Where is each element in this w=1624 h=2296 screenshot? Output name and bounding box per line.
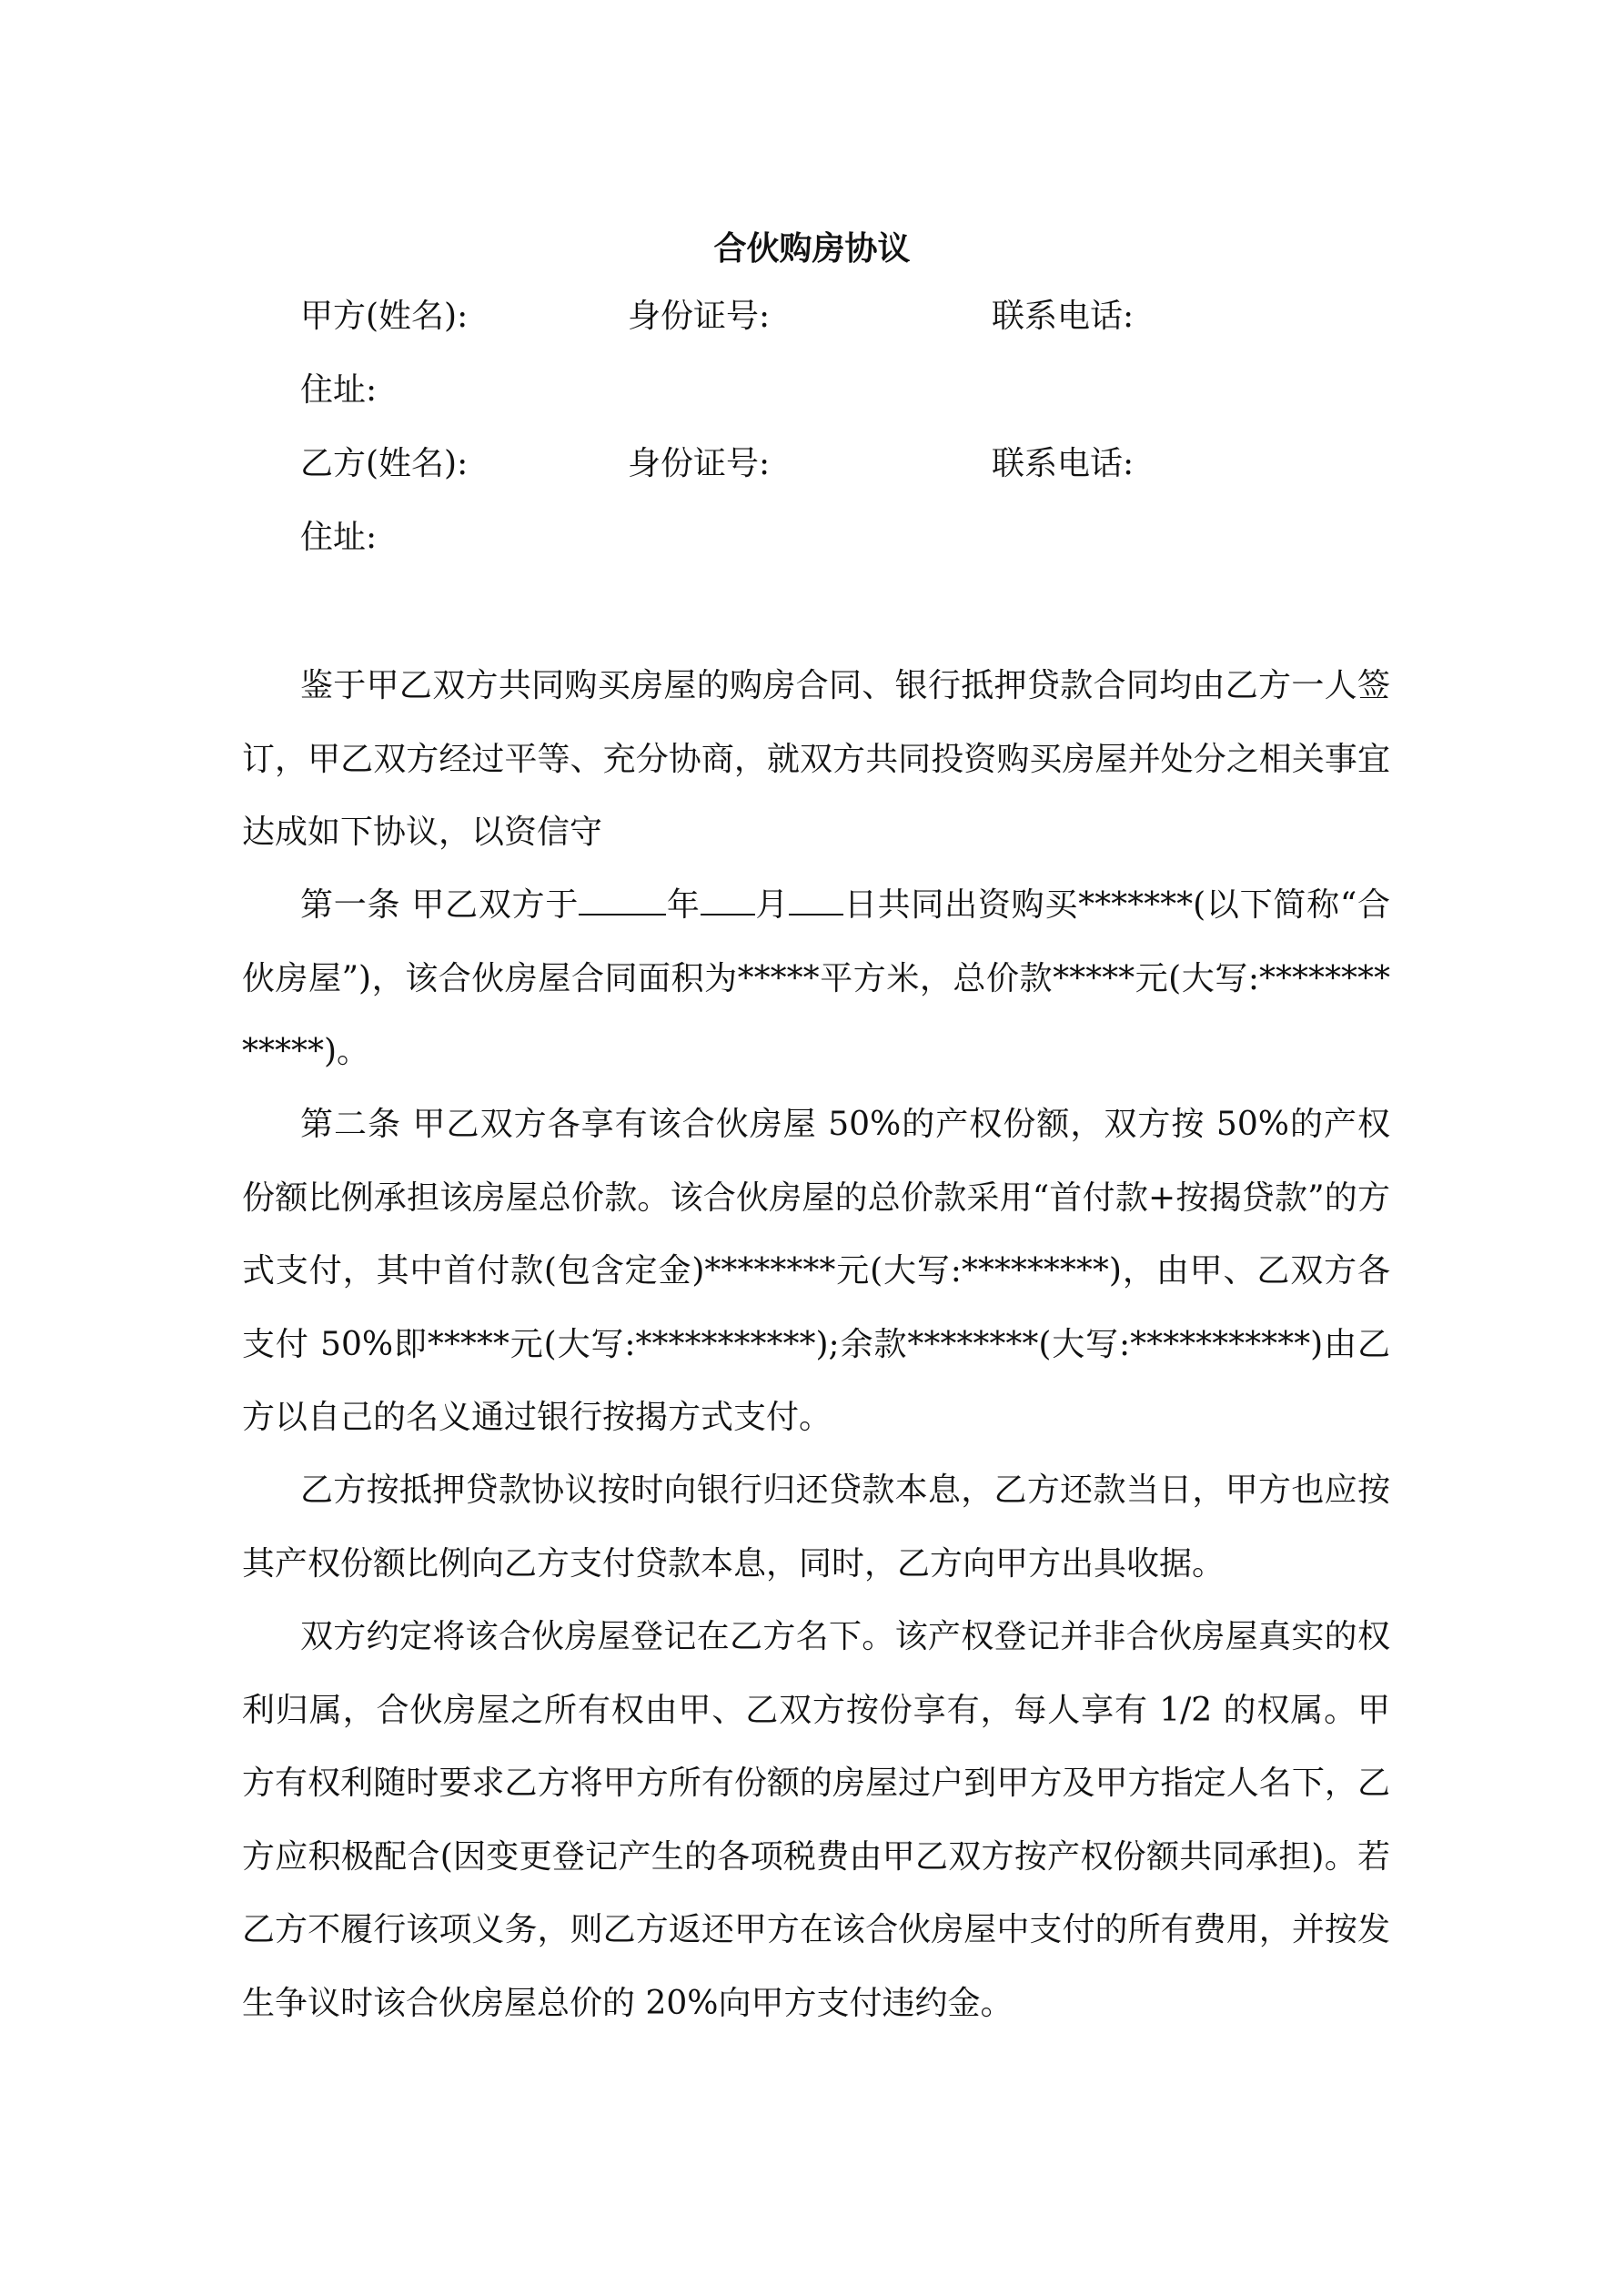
party-a-phone-label: 联系电话:	[992, 298, 1135, 335]
article-1-text-start: 第一条 甲乙双方于	[300, 886, 580, 924]
party-b-address-row	[0, 511, 1624, 565]
party-b-phone-label: 联系电话:	[992, 445, 1135, 482]
loan-repayment-paragraph: 乙方按抵押贷款协议按时向银行归还贷款本息，乙方还款当日，甲方也应按其产权份额比例向乙方支付贷款本息，同时，乙方向甲方出具收据。	[242, 1472, 1390, 1583]
article-2-paragraph: 第二条 甲乙双方各享有该合伙房屋 50%的产权份额，双方按 50%的产权份额比例承担该房屋总价款。该合伙房屋的总价款采用“首付款+按揭贷款”的方式支付，其中首付款(包含定金)********元(大写:*********)，由甲、乙双方各支付 50%即*****元(大写:***********);余款********(大写:***********)由乙方以自己的名义通过银行按揭方式支付。	[242, 1106, 1390, 1436]
registration-paragraph: 双方约定将该合伙房屋登记在乙方名下。该产权登记并非合伙房屋真实的权利归属，合伙房屋之所有权由甲、乙双方按份享有，每人享有 1/2 的权属。甲方有权利随时要求乙方将甲方所有份额的房屋过户到甲方及甲方指定人名下，乙方应积极配合(因变更登记产生的各项税费由甲乙双方按产权份额共同承担)。若乙方不履行该项义务，则乙方返还甲方在该合伙房屋中支付的所有费用，并按发生争议时该合伙房屋总价的 20%向甲方支付违约金。	[242, 1618, 1390, 2022]
party-b-info-row	[0, 437, 1624, 491]
party-b-name-label: 乙方(姓名):	[300, 445, 469, 482]
day-blank	[789, 883, 843, 915]
article-1-text-rest: 日共同出资购买*******(以下简称“合伙房屋”)，该合伙房屋合同面积为*****平方米，总价款*****元(大写:*************)。	[242, 886, 1390, 1070]
party-a-info-row	[0, 289, 1624, 344]
party-a-name-label: 甲方(姓名):	[300, 298, 469, 335]
party-a-address-label: 住址:	[300, 371, 378, 409]
party-a-address-row	[0, 363, 1624, 418]
preamble-paragraph: 鉴于甲乙双方共同购买房屋的购房合同、银行抵押贷款合同均由乙方一人签订，甲乙双方经过平等、充分协商，就双方共同投资购买房屋并处分之相关事宜达成如下协议，以资信守	[242, 667, 1390, 851]
document-title: 合伙购房协议	[713, 229, 911, 268]
month-blank	[701, 883, 755, 915]
party-b-address-label: 住址:	[300, 519, 378, 556]
party-b-id-label: 身份证号:	[628, 445, 771, 482]
year-blank	[579, 883, 666, 915]
party-a-id-label: 身份证号:	[628, 298, 771, 335]
article-1-month-label: 月	[754, 886, 790, 924]
article-1-year-label: 年	[666, 886, 701, 924]
article-1-paragraph	[242, 869, 1390, 1089]
